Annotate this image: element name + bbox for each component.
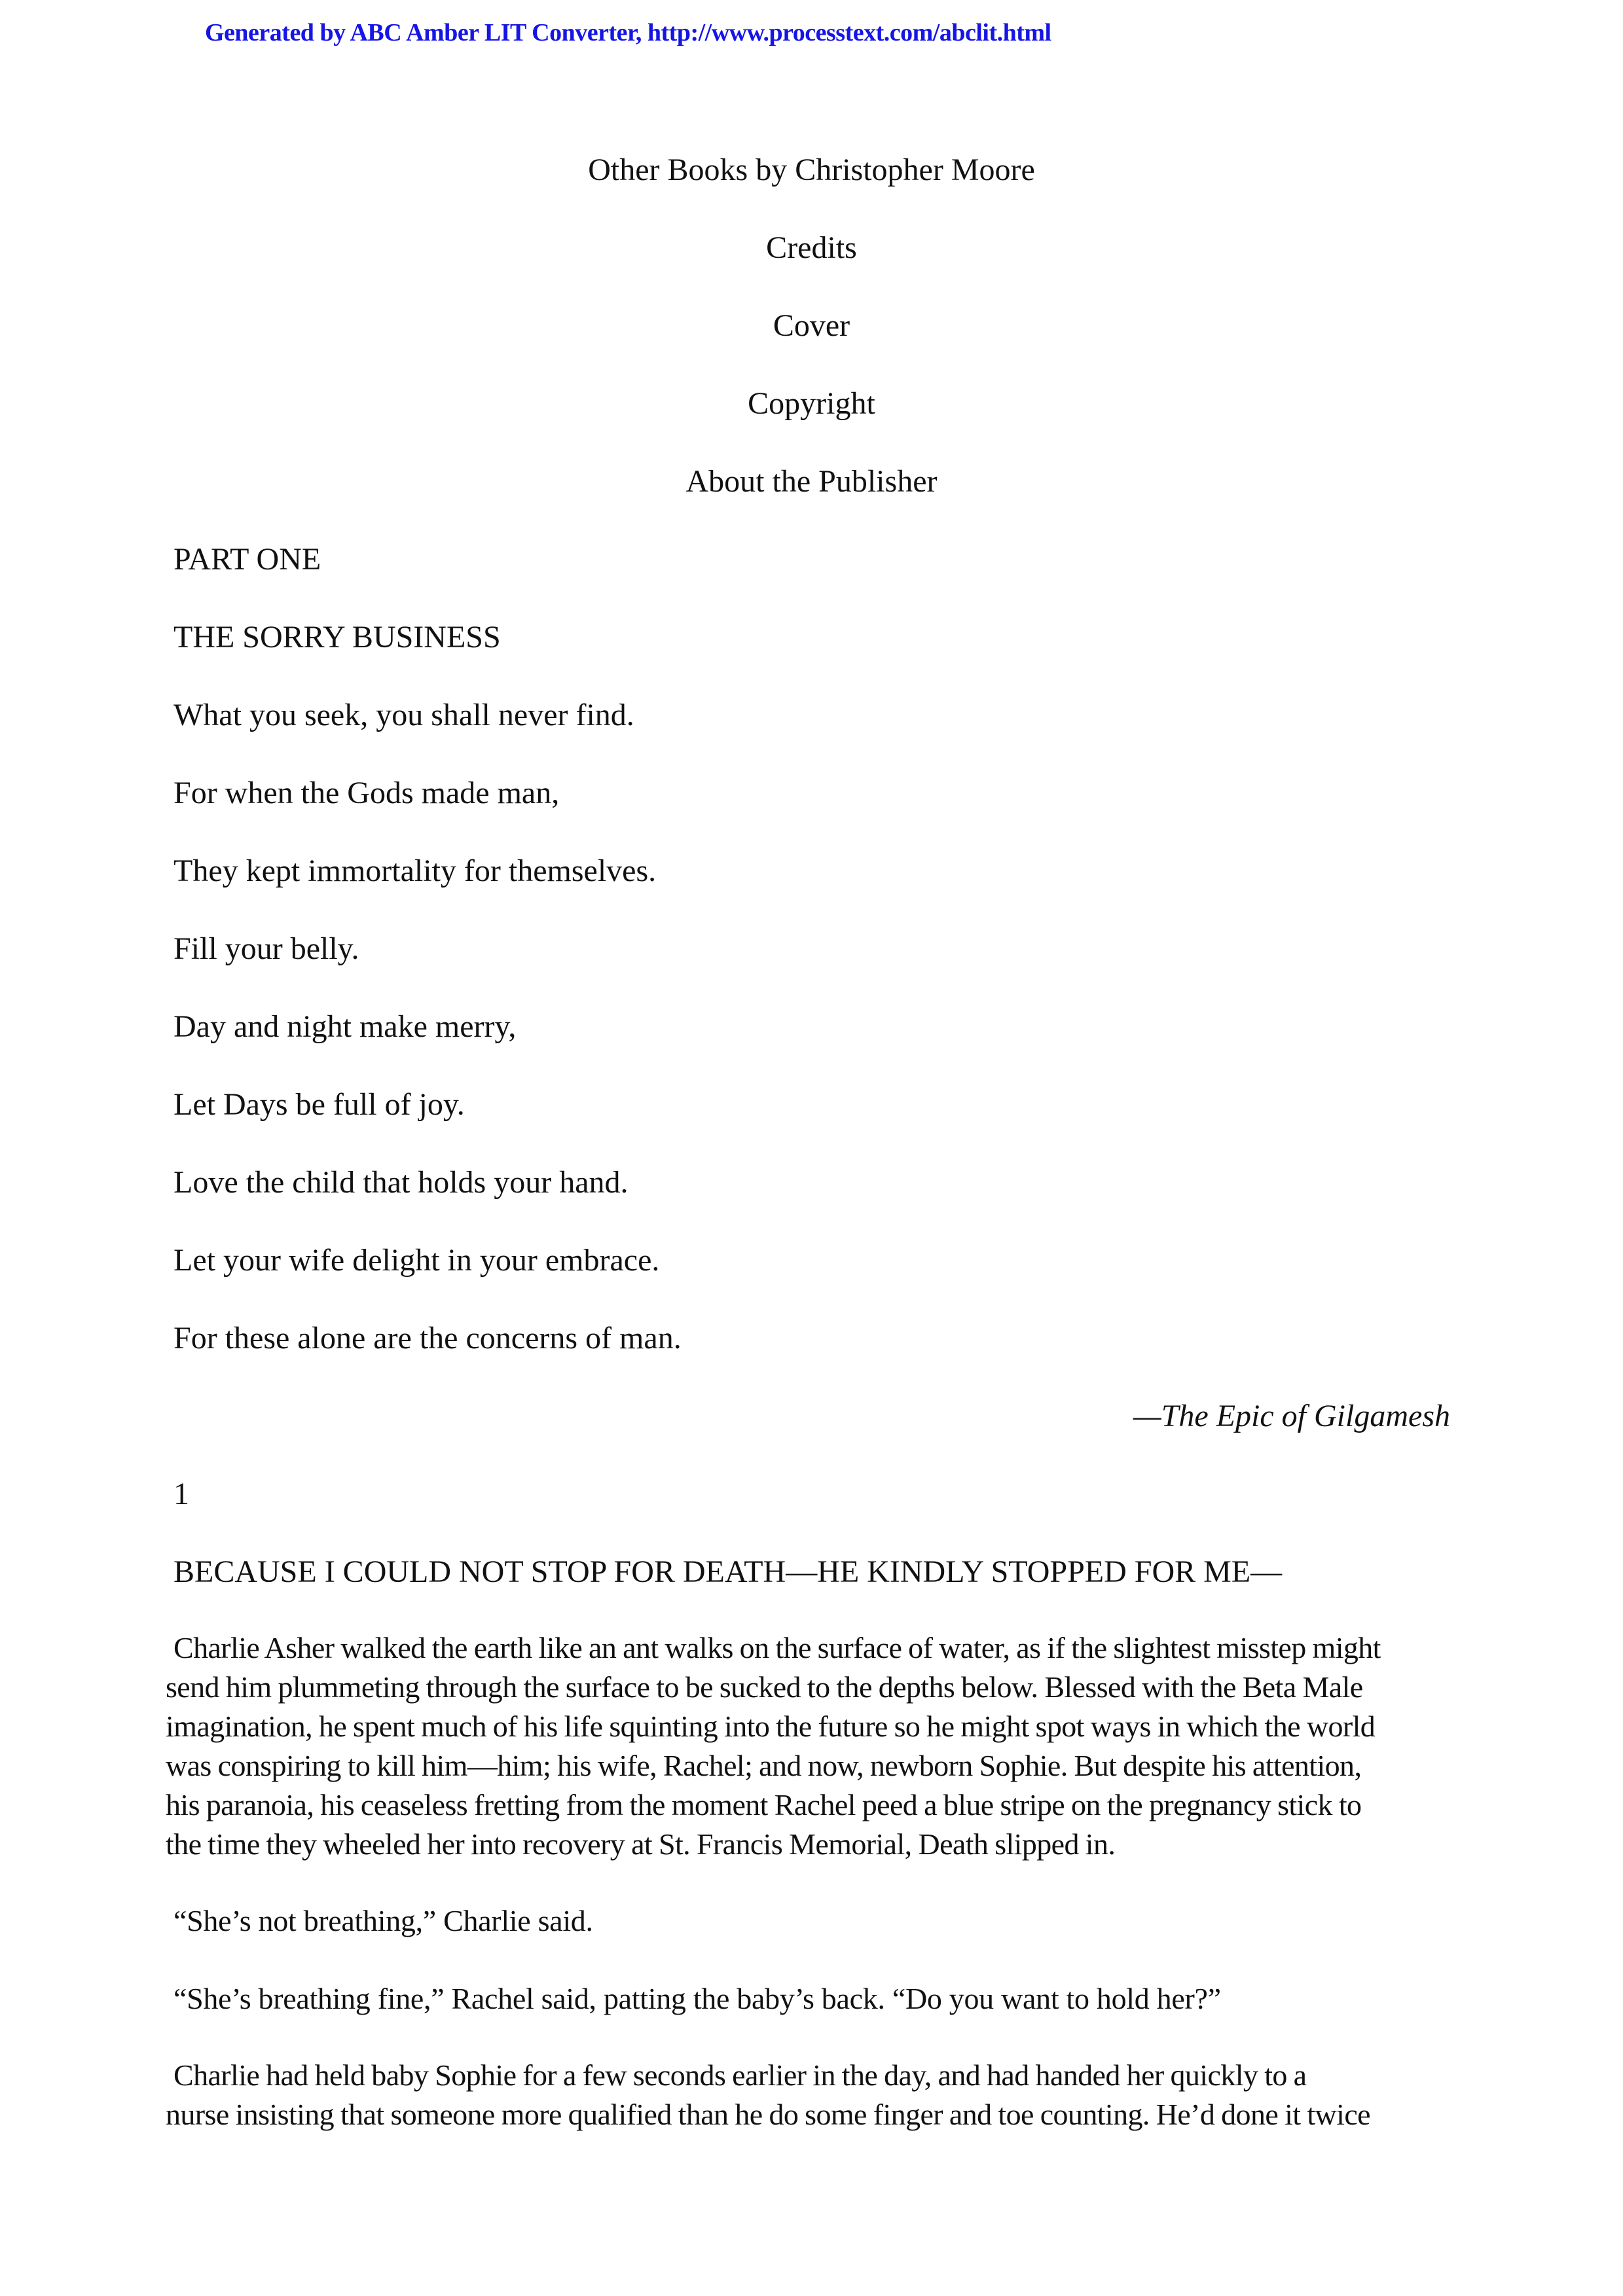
- epigraph-line: Love the child that holds your hand.: [173, 1165, 629, 1200]
- toc-item-credits[interactable]: Credits: [766, 230, 857, 265]
- converter-header: Generated by ABC Amber LIT Converter, http://www.processtext.com/abclit.html: [205, 19, 1051, 46]
- epigraph-attribution: —The Epic of Gilgamesh: [1133, 1399, 1450, 1433]
- paragraph-line: his paranoia, his ceaseless fretting from the moment Rachel peed a blue stripe on the pregnancy stick to: [166, 1788, 1362, 1821]
- epigraph-line: For these alone are the concerns of man.: [173, 1321, 682, 1355]
- paragraph-line: was conspiring to kill him—him; his wife, Rachel; and now, newborn Sophie. But despite his attention,: [166, 1749, 1362, 1782]
- epigraph-line: Fill your belly.: [173, 931, 359, 966]
- epigraph-line: For when the Gods made man,: [173, 776, 560, 810]
- chapter-number: 1: [173, 1477, 189, 1511]
- epigraph-line: Let your wife delight in your embrace.: [173, 1243, 660, 1278]
- toc-item-copyright[interactable]: Copyright: [748, 386, 875, 421]
- chapter-title: BECAUSE I COULD NOT STOP FOR DEATH—HE KINDLY STOPPED FOR ME—: [173, 1554, 1283, 1589]
- toc-item-about-publisher[interactable]: About the Publisher: [685, 464, 938, 499]
- paragraph-line: nurse insisting that someone more qualified than he do some finger and toe counting. He’d done it twice: [166, 2098, 1370, 2131]
- epigraph-line: What you seek, you shall never find.: [173, 698, 634, 732]
- paragraph-line: Charlie Asher walked the earth like an ant walks on the surface of water, as if the slightest misstep might: [173, 1631, 1381, 1664]
- paragraph-line: the time they wheeled her into recovery at St. Francis Memorial, Death slipped in.: [166, 1827, 1116, 1861]
- toc-item-cover[interactable]: Cover: [773, 308, 850, 343]
- body-paragraph: “She’s not breathing,” Charlie said.: [173, 1904, 593, 1937]
- paragraph-line: imagination, he spent much of his life squinting into the future so he might spot ways in which the world: [166, 1710, 1376, 1743]
- paragraph-line: send him plummeting through the surface to be sucked to the depths below. Blessed with the Beta Male: [166, 1670, 1363, 1704]
- paragraph-line: Charlie had held baby Sophie for a few seconds earlier in the day, and had handed her quickly to a: [173, 2058, 1307, 2092]
- part-title: THE SORRY BUSINESS: [173, 620, 501, 655]
- body-paragraph: [166, 1628, 1475, 1864]
- epigraph-line: Let Days be full of joy.: [173, 1087, 465, 1122]
- body-paragraph: “She’s breathing fine,” Rachel said, patting the baby’s back. “Do you want to hold her?”: [173, 1982, 1221, 2015]
- body-paragraph: [166, 2056, 1475, 2134]
- part-label: PART ONE: [173, 542, 321, 577]
- epigraph-line: Day and night make merry,: [173, 1009, 517, 1044]
- epigraph-line: They kept immortality for themselves.: [173, 853, 657, 888]
- toc-item-other-books[interactable]: Other Books by Christopher Moore: [588, 152, 1035, 187]
